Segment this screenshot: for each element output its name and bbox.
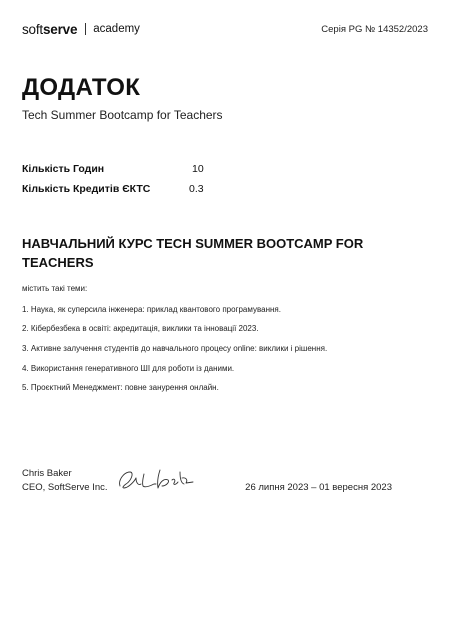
topic-item: 5. Проєктний Менеджмент: повне занурення онлайн. [22,383,219,392]
logo-soft-text: soft [22,21,43,37]
header [22,20,428,38]
handwritten-signature [114,464,196,494]
series-number: Серія PG № 14352/2023 [321,24,428,35]
hours-value: 10 [192,163,204,175]
course-dates: 26 липня 2023 – 01 вересня 2023 [245,482,392,493]
page-subtitle: Tech Summer Bootcamp for Teachers [22,108,223,122]
credits-value: 0.3 [189,183,204,195]
logo-divider [85,23,86,35]
topic-item: 3. Активне залучення студентів до навчального процесу online: виклики і рішення. [22,344,328,353]
softserve-academy-logo [22,20,140,38]
topic-item: 2. Кібербезбека в освіті: акредитація, виклики та інновації 2023. [22,324,259,333]
topic-item: 1. Наука, як суперсила інженера: приклад квантового програмування. [22,305,281,314]
signer-name: Chris Baker [22,468,72,479]
logo-serve-text: serve [42,21,78,37]
topic-item: 4. Використання генеративного ШІ для роботи із даними. [22,364,235,373]
credits-label: Кількість Кредитів ЄКТС [22,183,151,195]
logo-academy-text: academy [93,23,140,35]
hours-label: Кількість Годин [22,163,105,175]
page-title: ДОДАТОК [22,74,141,101]
topics-intro: містить такі теми: [22,284,88,293]
course-title: НАВЧАЛЬНИЙ КУРС TECH SUMMER BOOTCAMP FOR TEACHERS [22,236,364,270]
signer-role: CEO, SoftServe Inc. [22,482,108,493]
